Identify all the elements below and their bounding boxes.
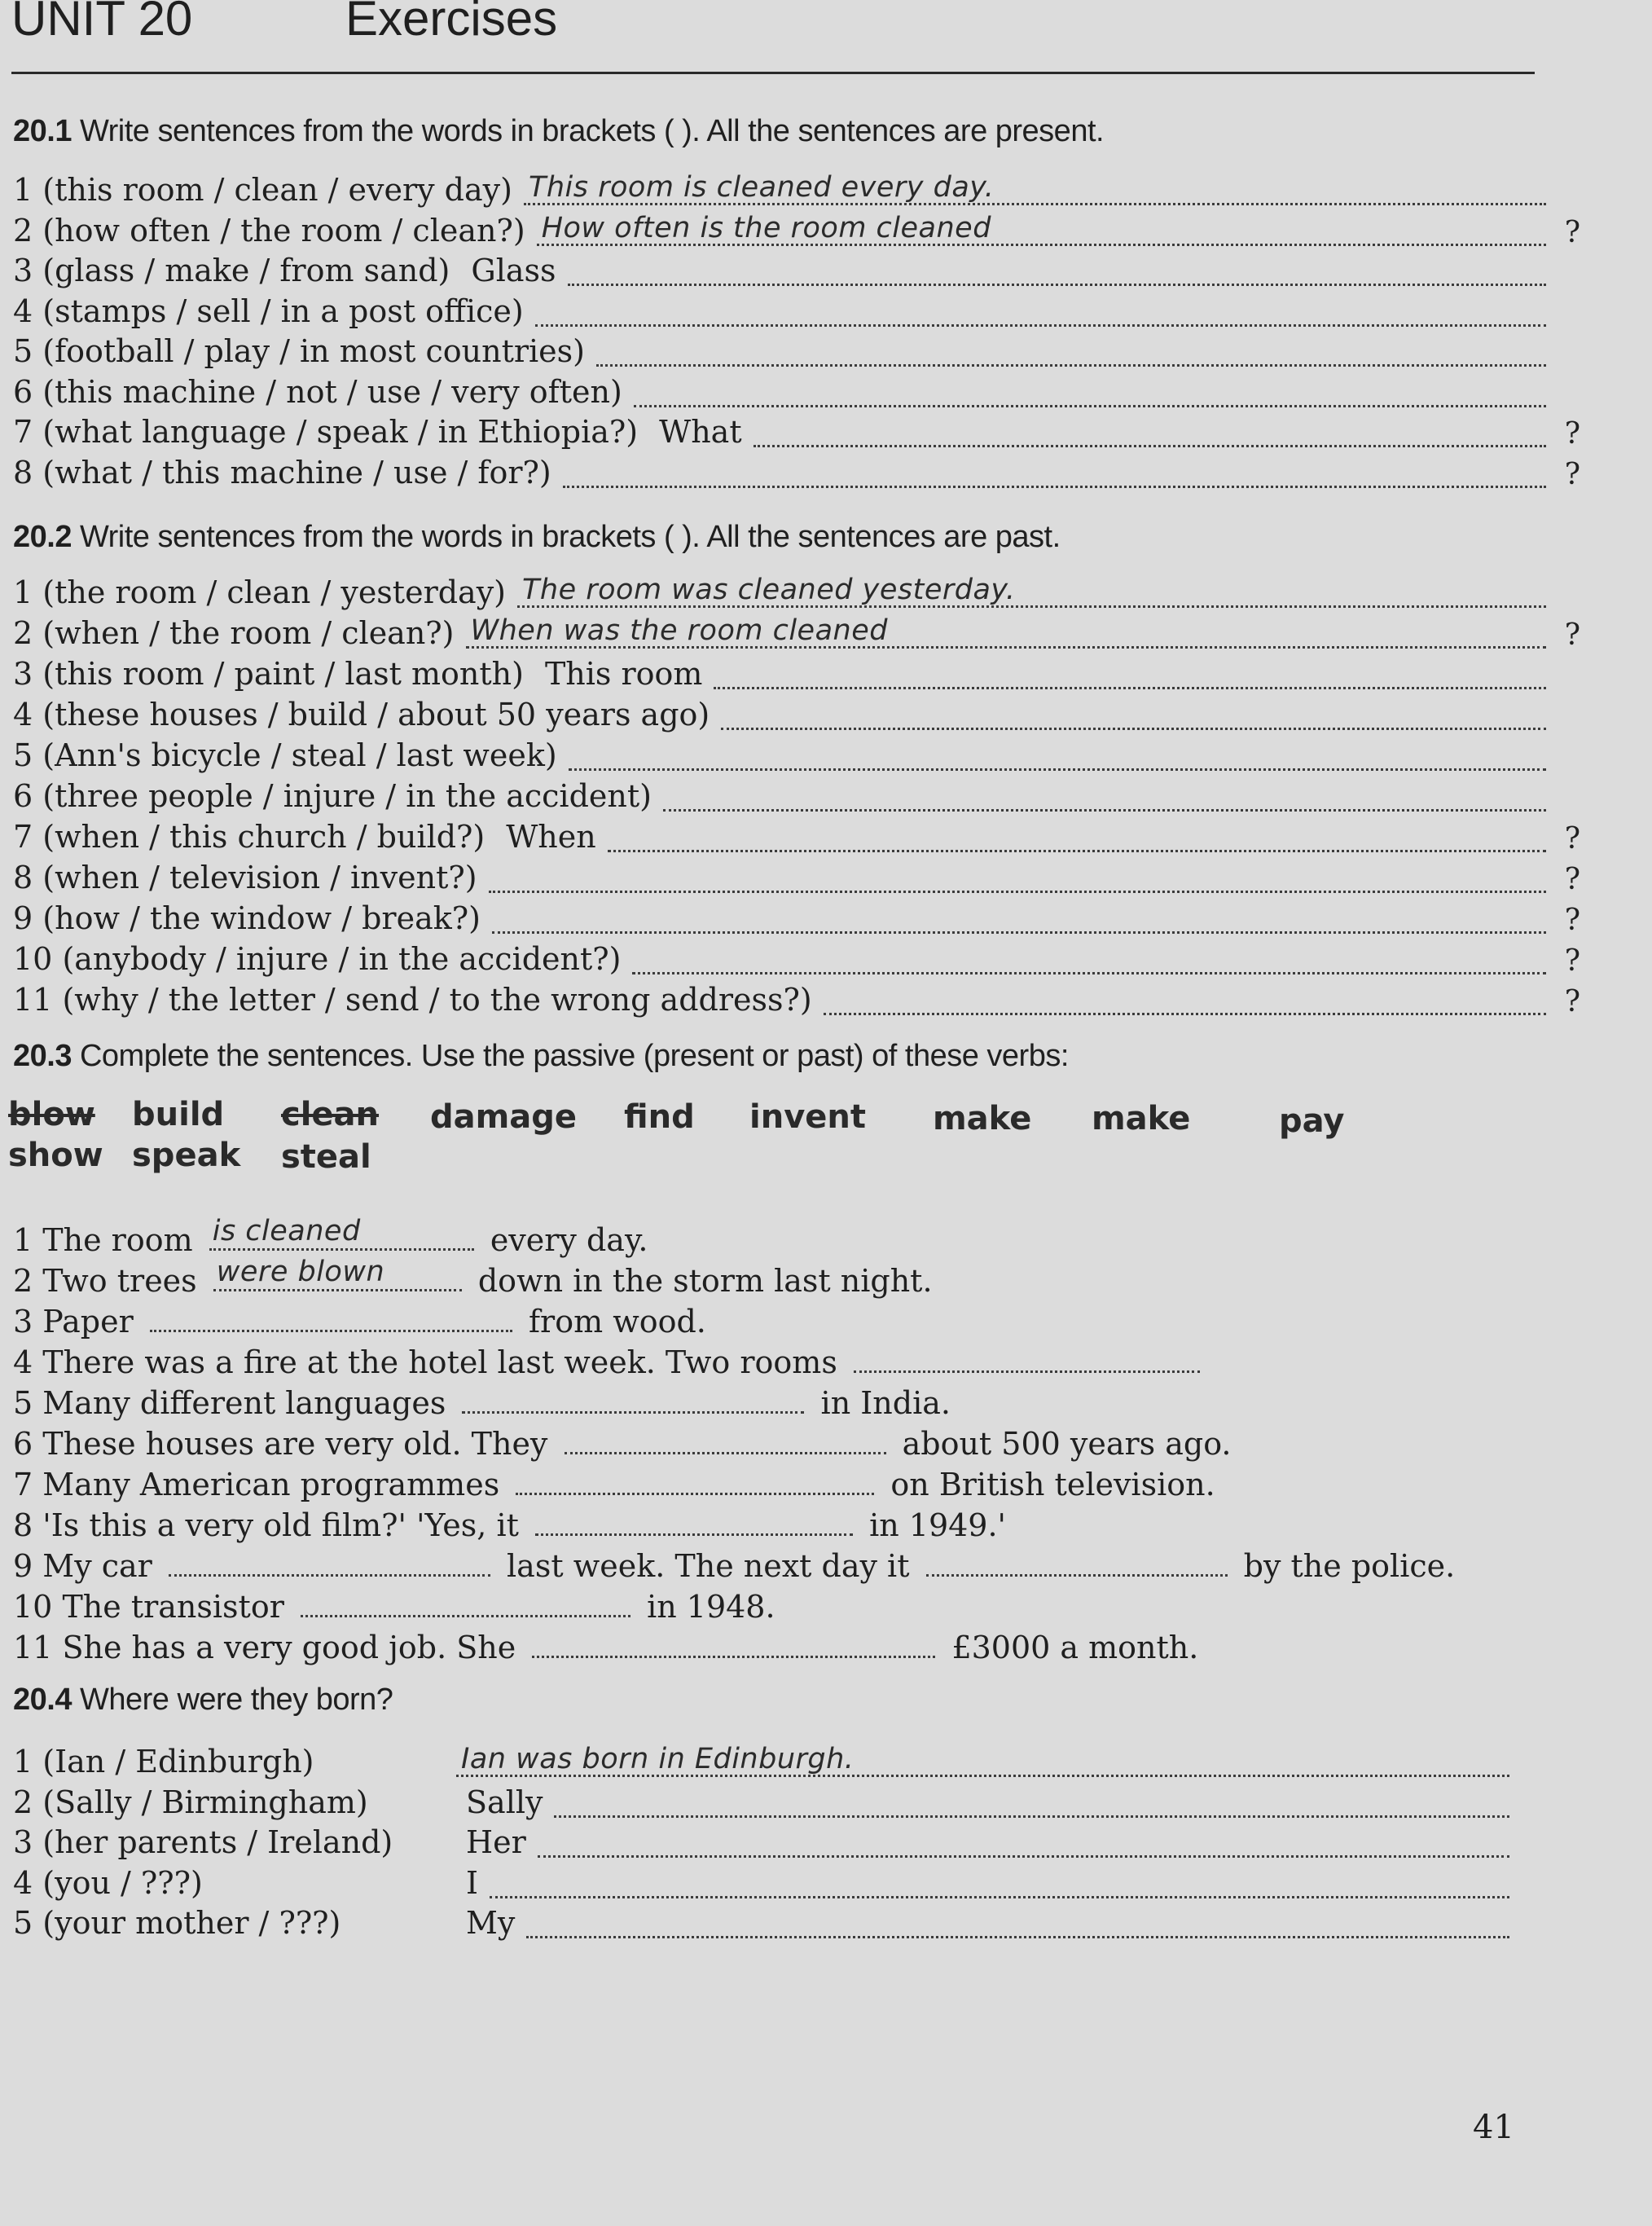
sentence-end: by the police. bbox=[1243, 1548, 1456, 1584]
item-cue bbox=[13, 816, 485, 857]
exercise-item bbox=[13, 210, 1580, 251]
item-number: 7 bbox=[13, 414, 33, 450]
answer-blank[interactable] bbox=[565, 1424, 886, 1454]
answer-blank[interactable] bbox=[462, 1384, 804, 1414]
item-words: (you / ???) bbox=[42, 1864, 203, 1901]
exercise-instruction: Write sentences from the words in brackets ( ). All the sentences are past. bbox=[79, 520, 1061, 554]
handwritten-answer: is cleaned bbox=[212, 1215, 361, 1247]
handwritten-answer: The room was cleaned yesterday. bbox=[522, 574, 1016, 606]
sentence-starter: When bbox=[506, 819, 596, 855]
answer-line[interactable] bbox=[714, 658, 1546, 689]
item-number: 1 bbox=[13, 1222, 33, 1258]
gap-sentence-11 bbox=[13, 1627, 1198, 1668]
item-words: (what / this machine / use / for?) bbox=[42, 454, 551, 491]
item-words: (your mother / ???) bbox=[42, 1905, 341, 1941]
item-words: (Sally / Birmingham) bbox=[42, 1784, 368, 1820]
item-cue bbox=[13, 735, 557, 776]
answer-line[interactable] bbox=[663, 780, 1546, 812]
exercise-number: 20.2 bbox=[13, 520, 72, 554]
gap-sentence-10 bbox=[13, 1586, 775, 1627]
sentence-start: The room bbox=[42, 1222, 193, 1258]
answer-blank[interactable] bbox=[213, 1256, 462, 1291]
handwritten-answer: were blown bbox=[216, 1256, 385, 1288]
item-cue bbox=[13, 979, 812, 1020]
item-number: 2 bbox=[13, 212, 33, 249]
sentence-starter: This room bbox=[544, 656, 703, 692]
item-cue bbox=[13, 776, 652, 816]
question-mark: ? bbox=[1564, 904, 1580, 937]
exercise-item bbox=[13, 898, 1580, 939]
handwritten-answer: How often is the room cleaned bbox=[541, 211, 991, 244]
item-cue bbox=[13, 250, 450, 291]
item-words: (Ann's bicycle / steal / last week) bbox=[42, 737, 557, 773]
item-number: 4 bbox=[13, 697, 33, 732]
answer-line[interactable] bbox=[568, 254, 1546, 286]
item-number: 4 bbox=[13, 293, 33, 329]
sentence-start: Many different languages bbox=[42, 1385, 446, 1421]
item-words: (her parents / Ireland) bbox=[42, 1824, 393, 1860]
handwritten-answer: Ian was born in Edinburgh. bbox=[461, 1743, 855, 1775]
answer-line[interactable] bbox=[632, 943, 1580, 978]
answer-blank[interactable] bbox=[532, 1628, 935, 1658]
item-number: 10 bbox=[13, 941, 53, 977]
item-cue bbox=[13, 1863, 445, 1903]
answer-line[interactable] bbox=[537, 211, 1580, 249]
question-mark: ? bbox=[1564, 985, 1580, 1018]
answer-line[interactable] bbox=[563, 456, 1580, 491]
item-cue bbox=[13, 1782, 445, 1823]
sentence-end: from wood. bbox=[528, 1304, 706, 1340]
item-number: 5 bbox=[13, 1385, 33, 1421]
exercise-item bbox=[13, 979, 1580, 1020]
sentence-end: in 1949.' bbox=[869, 1507, 1007, 1543]
item-number: 3 bbox=[13, 1824, 33, 1860]
item-cue bbox=[13, 1741, 445, 1782]
item-cue bbox=[13, 898, 481, 939]
item-words: (how / the window / break?) bbox=[42, 900, 481, 936]
item-number: 1 bbox=[13, 574, 33, 610]
unit-title: Exercises bbox=[345, 0, 558, 46]
question-mark: ? bbox=[1564, 457, 1580, 491]
exercise-item bbox=[13, 291, 1546, 332]
item-words: (what language / speak / in Ethiopia?) bbox=[42, 414, 639, 450]
exercise-20-1-heading bbox=[13, 114, 1104, 149]
item-number: 4 bbox=[13, 1344, 33, 1380]
exercise-item bbox=[13, 1822, 1509, 1863]
item-number: 5 bbox=[13, 737, 33, 773]
gap-sentence-6 bbox=[13, 1423, 1232, 1464]
answer-line[interactable] bbox=[535, 295, 1546, 327]
sentence-end: in 1948. bbox=[647, 1589, 775, 1625]
verb-word: make bbox=[1092, 1100, 1191, 1137]
item-words: (three people / injure / in the accident) bbox=[42, 778, 652, 814]
item-cue bbox=[13, 1822, 445, 1863]
question-mark: ? bbox=[1564, 618, 1580, 652]
exercise-number: 20.1 bbox=[13, 114, 72, 148]
exercise-item bbox=[13, 1903, 1509, 1943]
gap-sentence-9 bbox=[13, 1546, 1455, 1586]
sentence-start: Many American programmes bbox=[42, 1467, 500, 1502]
item-cue bbox=[13, 1903, 445, 1943]
verb-list bbox=[8, 1096, 1393, 1186]
item-cue bbox=[13, 411, 638, 452]
answer-blank[interactable] bbox=[169, 1546, 490, 1577]
question-mark: ? bbox=[1564, 822, 1580, 856]
gap-sentence-7 bbox=[13, 1464, 1215, 1505]
unit-header bbox=[11, 0, 1535, 74]
item-words: (stamps / sell / in a post office) bbox=[42, 293, 524, 329]
item-words: (glass / make / from sand) bbox=[42, 253, 450, 288]
exercise-instruction: Complete the sentences. Use the passive (present or past) of these verbs: bbox=[79, 1039, 1069, 1073]
answer-line[interactable] bbox=[524, 171, 1546, 205]
exercise-number: 20.4 bbox=[13, 1683, 72, 1717]
item-cue bbox=[13, 572, 506, 613]
item-words: (this machine / not / use / very often) bbox=[42, 373, 622, 410]
item-cue bbox=[13, 452, 551, 493]
question-mark: ? bbox=[1564, 417, 1580, 451]
exercise-item bbox=[13, 372, 1546, 412]
item-cue bbox=[13, 653, 524, 694]
item-cue bbox=[13, 694, 710, 735]
item-words: (this room / paint / last month) bbox=[42, 656, 524, 692]
item-words: (football / play / in most countries) bbox=[42, 333, 585, 369]
item-cue bbox=[13, 372, 622, 412]
answer-blank[interactable] bbox=[854, 1343, 1200, 1373]
answer-line[interactable] bbox=[634, 376, 1546, 407]
item-cue bbox=[13, 210, 525, 251]
item-cue bbox=[13, 613, 455, 653]
exercise-item bbox=[13, 735, 1546, 776]
answer-line[interactable] bbox=[490, 1867, 1509, 1898]
item-number: 1 bbox=[13, 1744, 33, 1779]
gap-sentence-3 bbox=[13, 1301, 706, 1342]
item-cue bbox=[13, 857, 477, 898]
sentence-start: Two trees bbox=[42, 1263, 197, 1299]
exercise-item bbox=[13, 452, 1580, 493]
item-words: (when / television / invent?) bbox=[42, 860, 477, 895]
sentence-end: £3000 a month. bbox=[951, 1630, 1199, 1665]
item-words: (why / the letter / send / to the wrong address?) bbox=[62, 982, 812, 1018]
item-cue bbox=[13, 939, 621, 979]
verb-word: clean bbox=[281, 1096, 380, 1133]
item-words: (the room / clean / yesterday) bbox=[42, 574, 507, 610]
sentence-start: 'Is this a very old film?' 'Yes, it bbox=[42, 1507, 519, 1543]
exercise-item bbox=[13, 250, 1546, 291]
item-number: 6 bbox=[13, 373, 33, 410]
answer-blank[interactable] bbox=[301, 1587, 630, 1617]
exercise-20-2-heading bbox=[13, 520, 1061, 555]
verb-word: pay bbox=[1279, 1102, 1345, 1140]
exercise-item bbox=[13, 572, 1546, 613]
sentence-start: My car bbox=[42, 1548, 152, 1584]
exercise-20-4-heading bbox=[13, 1683, 393, 1718]
sentence-start: She has a very good job. She bbox=[62, 1630, 516, 1665]
answer-line[interactable] bbox=[569, 739, 1546, 771]
sentence-start: There was a fire at the hotel last week. Two rooms bbox=[42, 1344, 837, 1380]
answer-line[interactable] bbox=[754, 416, 1580, 451]
item-number: 3 bbox=[13, 253, 33, 288]
sentence-start: These houses are very old. They bbox=[42, 1426, 548, 1462]
item-words: (anybody / injure / in the accident?) bbox=[62, 941, 622, 977]
sentence-middle: last week. The next day it bbox=[507, 1548, 910, 1584]
answer-blank[interactable] bbox=[150, 1302, 512, 1332]
item-number: 11 bbox=[13, 1630, 53, 1665]
answer-line[interactable] bbox=[526, 1907, 1509, 1938]
verb-word: find bbox=[624, 1098, 695, 1136]
exercise-item bbox=[13, 653, 1546, 694]
item-number: 3 bbox=[13, 656, 33, 692]
item-number: 8 bbox=[13, 1507, 33, 1543]
item-number: 6 bbox=[13, 1426, 33, 1462]
sentence-starter: I bbox=[466, 1864, 479, 1901]
verb-word: build bbox=[132, 1096, 225, 1133]
answer-blank[interactable] bbox=[926, 1546, 1228, 1577]
answer-line[interactable] bbox=[492, 902, 1580, 937]
verb-word: speak bbox=[132, 1137, 241, 1174]
verb-word: invent bbox=[749, 1098, 866, 1136]
sentence-starter: What bbox=[659, 414, 742, 450]
item-number: 6 bbox=[13, 778, 33, 814]
answer-line[interactable] bbox=[538, 1826, 1509, 1858]
item-words: (this room / clean / every day) bbox=[42, 172, 512, 208]
exercise-item bbox=[13, 1741, 1509, 1782]
item-words: (when / the room / clean?) bbox=[42, 615, 455, 651]
verb-word: make bbox=[933, 1100, 1032, 1137]
gap-sentence-5 bbox=[13, 1383, 951, 1423]
sentence-end: on British television. bbox=[890, 1467, 1215, 1502]
exercise-item bbox=[13, 776, 1546, 816]
answer-blank[interactable] bbox=[516, 1465, 874, 1495]
answer-blank[interactable] bbox=[209, 1215, 474, 1251]
item-number: 7 bbox=[13, 1467, 33, 1502]
item-words: (when / this church / build?) bbox=[42, 819, 485, 855]
item-number: 1 bbox=[13, 172, 33, 208]
answer-line[interactable] bbox=[824, 983, 1580, 1018]
gap-sentence-2 bbox=[13, 1256, 933, 1301]
verb-word: blow bbox=[8, 1096, 95, 1133]
item-cue bbox=[13, 169, 512, 210]
sentence-end: about 500 years ago. bbox=[902, 1426, 1232, 1462]
gap-sentence-4 bbox=[13, 1342, 1206, 1383]
sentence-starter: Glass bbox=[471, 253, 556, 288]
answer-line[interactable] bbox=[554, 1786, 1509, 1818]
exercise-item bbox=[13, 694, 1546, 735]
handwritten-answer: When was the room cleaned bbox=[470, 614, 888, 647]
exercise-item bbox=[13, 613, 1580, 653]
item-cue bbox=[13, 291, 524, 332]
item-number: 8 bbox=[13, 454, 33, 491]
answer-line[interactable] bbox=[456, 1745, 1509, 1777]
exercise-item bbox=[13, 1863, 1509, 1903]
item-number: 9 bbox=[13, 900, 33, 936]
verb-word: show bbox=[8, 1137, 103, 1174]
handwritten-answer: This room is cleaned every day. bbox=[528, 171, 995, 204]
item-number: 4 bbox=[13, 1864, 33, 1901]
page-number: 41 bbox=[1473, 2109, 1514, 2146]
item-number: 9 bbox=[13, 1548, 33, 1584]
question-mark: ? bbox=[1564, 863, 1580, 896]
answer-line[interactable] bbox=[721, 698, 1546, 730]
gap-sentence-8 bbox=[13, 1505, 1006, 1546]
item-words: (how often / the room / clean?) bbox=[42, 212, 525, 249]
answer-line[interactable] bbox=[489, 861, 1580, 896]
exercise-number: 20.3 bbox=[13, 1039, 72, 1073]
sentence-end: down in the storm last night. bbox=[477, 1263, 933, 1299]
verb-word: damage bbox=[430, 1098, 578, 1136]
sentence-end: in India. bbox=[820, 1385, 951, 1421]
item-number: 2 bbox=[13, 1784, 33, 1820]
exercise-item bbox=[13, 816, 1580, 857]
item-number: 8 bbox=[13, 860, 33, 895]
sentence-start: The transistor bbox=[62, 1589, 284, 1625]
item-number: 10 bbox=[13, 1589, 53, 1625]
sentence-starter: Her bbox=[466, 1824, 526, 1860]
item-number: 7 bbox=[13, 819, 33, 855]
answer-line[interactable] bbox=[596, 335, 1546, 367]
sentence-starter: My bbox=[466, 1905, 516, 1941]
exercise-item bbox=[13, 1782, 1509, 1823]
answer-line[interactable] bbox=[608, 820, 1580, 856]
question-mark: ? bbox=[1564, 944, 1580, 978]
item-number: 5 bbox=[13, 333, 33, 369]
item-words: (Ian / Edinburgh) bbox=[42, 1744, 314, 1779]
answer-blank[interactable] bbox=[535, 1506, 853, 1536]
item-number: 11 bbox=[13, 982, 53, 1018]
sentence-start: Paper bbox=[42, 1304, 134, 1340]
item-words: (these houses / build / about 50 years ago) bbox=[42, 697, 710, 732]
answer-line[interactable] bbox=[466, 614, 1580, 652]
item-cue bbox=[13, 331, 585, 372]
exercise-item bbox=[13, 939, 1580, 979]
item-number: 2 bbox=[13, 1263, 33, 1299]
item-number: 5 bbox=[13, 1905, 33, 1941]
verb-word: steal bbox=[281, 1138, 371, 1176]
exercise-instruction: Write sentences from the words in brackets ( ). All the sentences are present. bbox=[79, 114, 1105, 148]
item-number: 3 bbox=[13, 1304, 33, 1340]
unit-label: UNIT 20 bbox=[11, 0, 193, 46]
exercise-item bbox=[13, 331, 1546, 372]
sentence-starter: Sally bbox=[466, 1784, 543, 1820]
sentence-end: every day. bbox=[490, 1222, 648, 1258]
exercise-item bbox=[13, 169, 1546, 210]
item-number: 2 bbox=[13, 615, 33, 651]
exercise-item bbox=[13, 857, 1580, 898]
exercise-instruction: Where were they born? bbox=[79, 1683, 393, 1717]
exercise-20-3-heading bbox=[13, 1039, 1069, 1074]
exercise-item bbox=[13, 411, 1580, 452]
question-mark: ? bbox=[1564, 215, 1580, 249]
answer-line[interactable] bbox=[517, 576, 1546, 608]
